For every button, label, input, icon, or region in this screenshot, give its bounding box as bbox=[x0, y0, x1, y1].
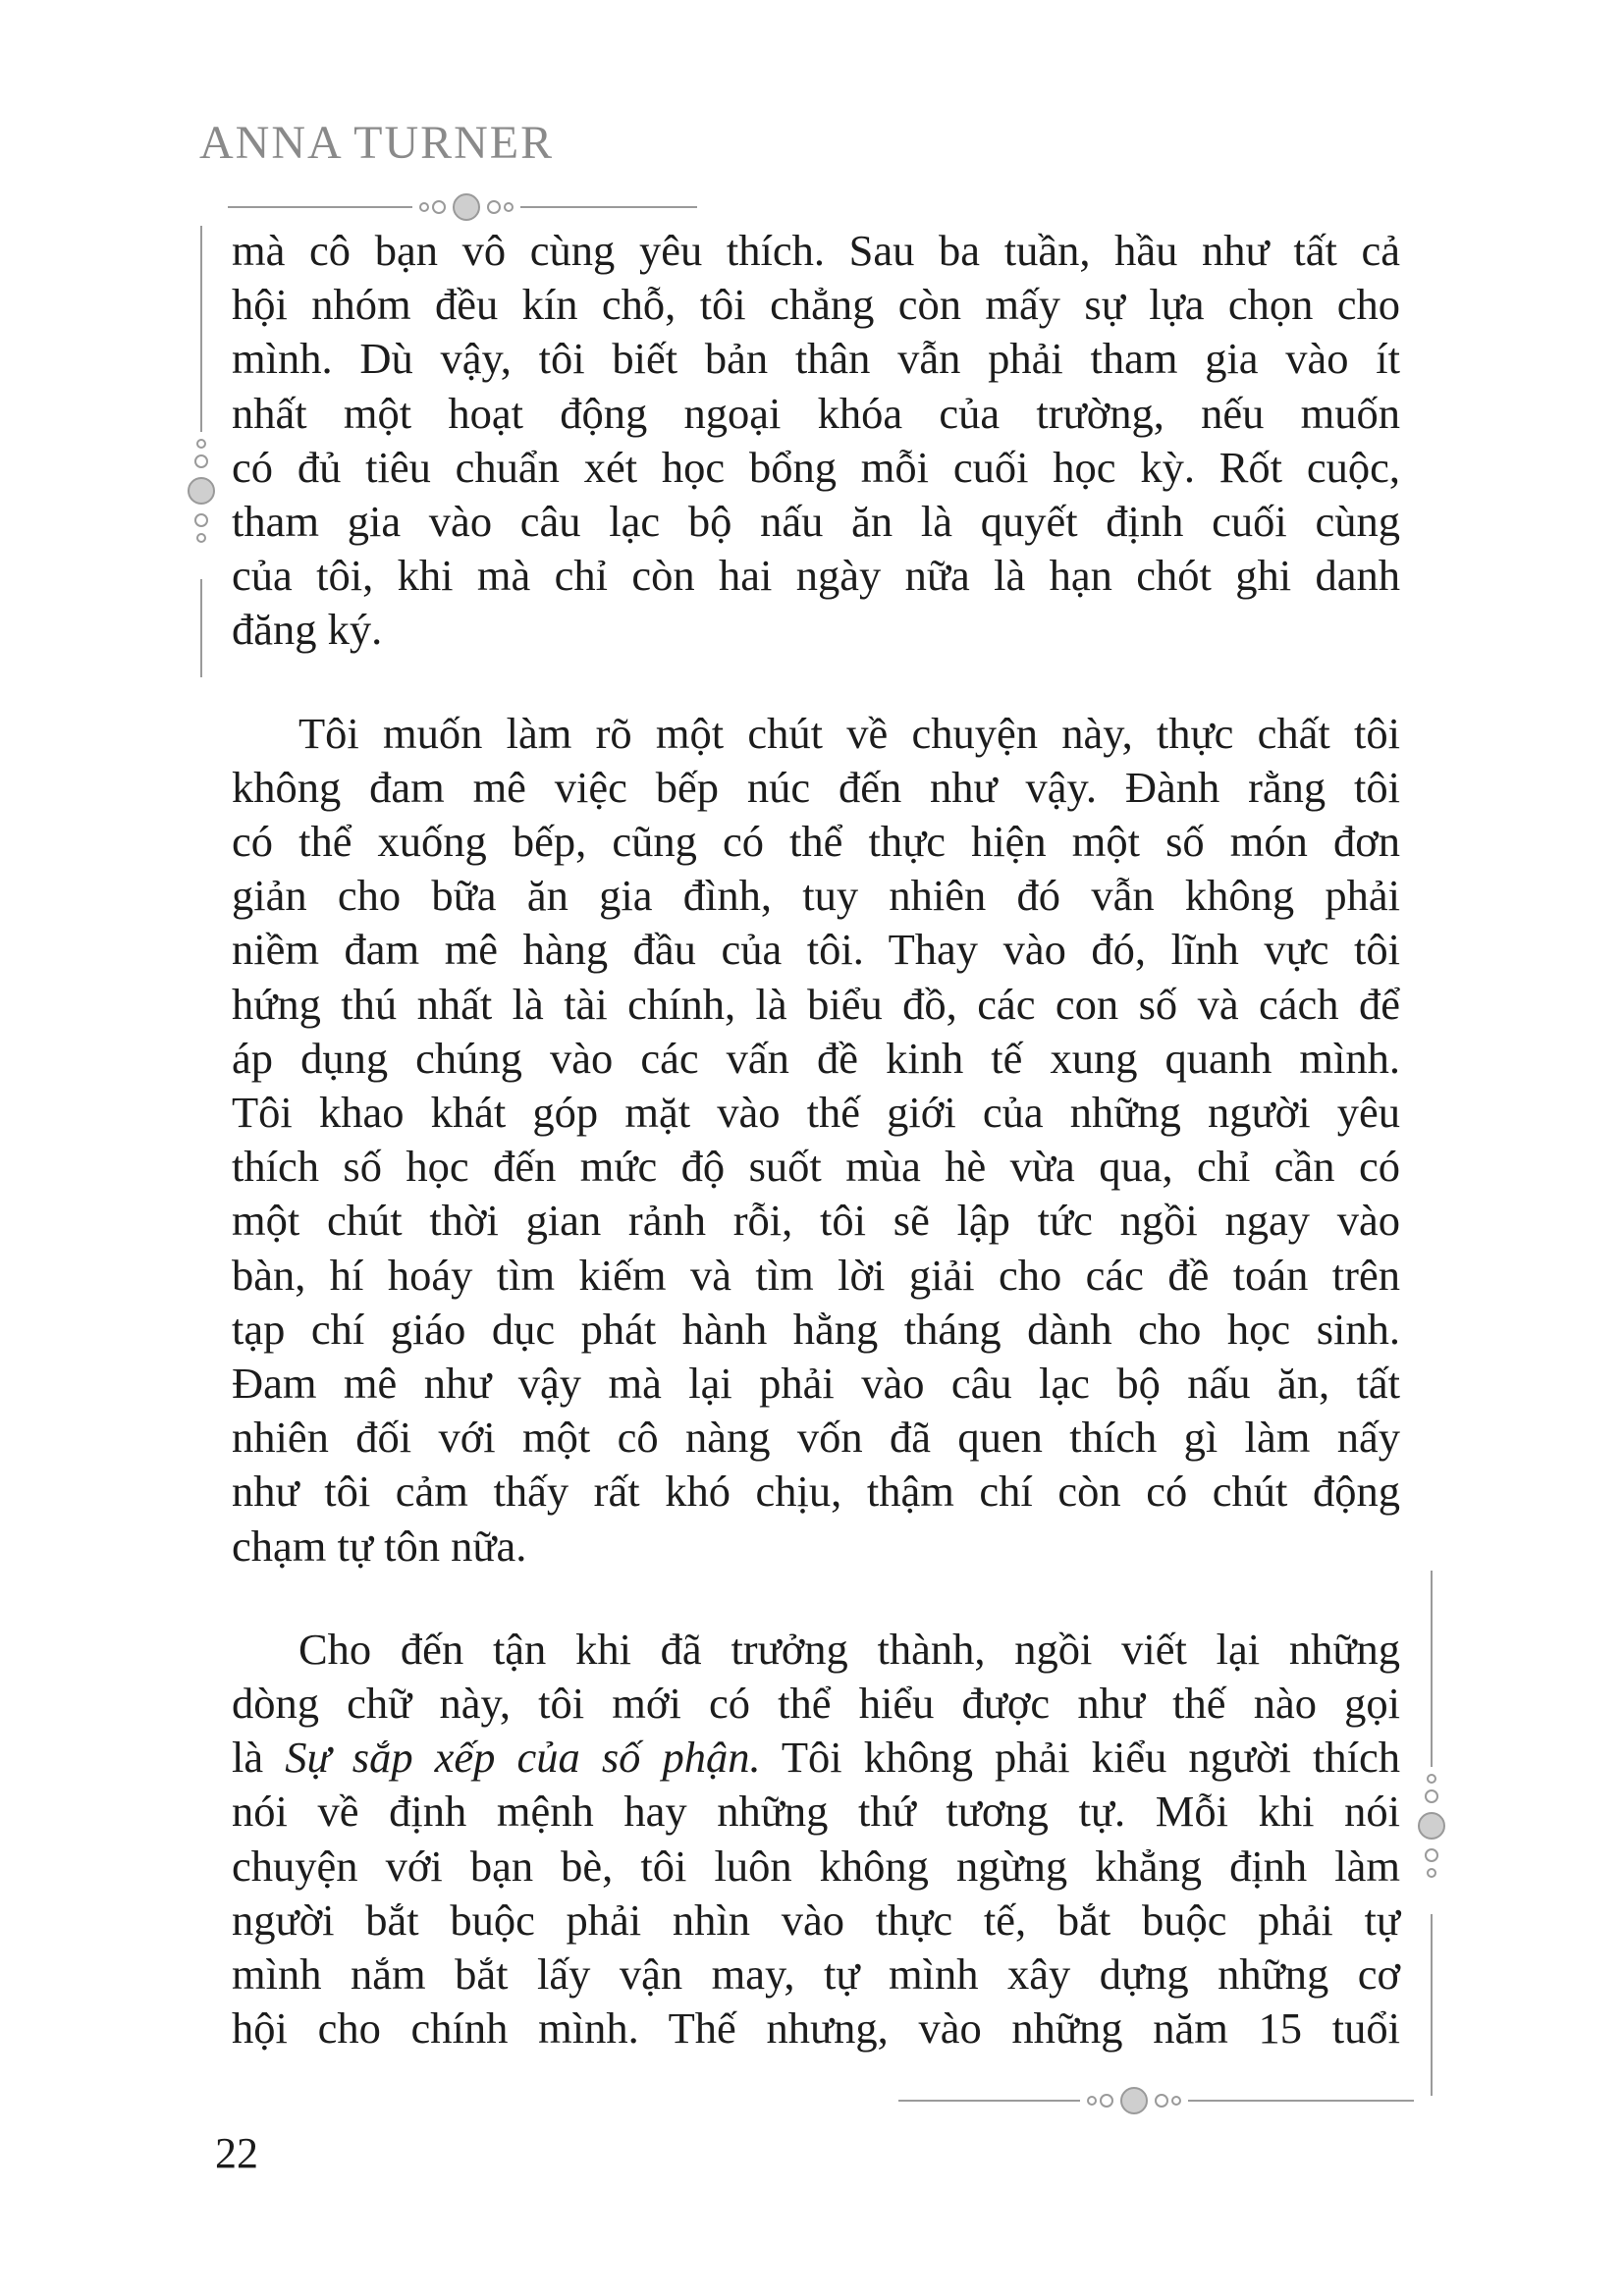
text-line: người bắt buộc phải nhìn vào thực tế, bắt buộc phải tự bbox=[232, 1895, 1400, 1945]
text-line: dòng chữ này, tôi mới có thể hiểu được như thế nào gọi bbox=[232, 1679, 1400, 1729]
text-line: hội cho chính mình. Thế nhưng, vào những năm 15 tuổi bbox=[232, 2003, 1400, 2054]
text-line: hứng thú nhất là tài chính, là biểu đồ, các con số và cách để bbox=[232, 979, 1400, 1029]
top-ornament-dot bbox=[505, 203, 513, 211]
text-line: nhất một hoạt động ngoại khóa của trường, nếu muốn bbox=[232, 388, 1400, 438]
right-ornament-dot bbox=[1426, 1790, 1437, 1802]
left-ornament-dot bbox=[195, 455, 207, 467]
text-line: Tôi khao khát góp mặt vào thế giới của những người yêu bbox=[232, 1088, 1400, 1138]
text-line: tạp chí giáo dục phát hành hằng tháng dành cho học sinh. bbox=[232, 1304, 1400, 1354]
text-line: chuyện với bạn bè, tôi luôn không ngừng khẳng định làm bbox=[232, 1841, 1400, 1891]
text-line: mà cô bạn vô cùng yêu thích. Sau ba tuần, hầu như tất cả bbox=[232, 226, 1400, 275]
running-header-author: ANNA TURNER bbox=[199, 117, 555, 169]
bottom-ornament-dot bbox=[1156, 2095, 1167, 2107]
top-ornament-center bbox=[454, 194, 479, 220]
text-fragment: là bbox=[232, 1733, 286, 1783]
text-line: bàn, hí hoáy tìm kiếm và tìm lời giải cho các đề toán trên bbox=[232, 1250, 1400, 1300]
text-line: giản cho bữa ăn gia đình, tuy nhiên đó vẫn không phải bbox=[232, 871, 1400, 921]
right-ornament-dot bbox=[1428, 1775, 1435, 1783]
text-line: của tôi, khi mà chỉ còn hai ngày nữa là hạn chót ghi danh bbox=[232, 551, 1400, 601]
text-line: mình. Dù vậy, tôi biết bản thân vẫn phải tham gia vào ít bbox=[232, 334, 1400, 384]
top-ornament-dot bbox=[433, 201, 445, 213]
left-ornament-dot bbox=[197, 534, 205, 542]
left-ornament-center bbox=[189, 478, 214, 504]
text-line: Tôi muốn làm rõ một chút về chuyện này, thực chất tôi bbox=[298, 708, 1400, 758]
paragraph-2 bbox=[232, 707, 1400, 1574]
text-line: không đam mê việc bếp núc đến như vậy. Đành rằng tôi bbox=[232, 762, 1400, 812]
text-line: như tôi cảm thấy rất khó chịu, thậm chí còn có chút động bbox=[232, 1467, 1400, 1517]
text-fragment: Tôi không phải kiểu người thích bbox=[760, 1733, 1400, 1783]
text-line: hội nhóm đều kín chỗ, tôi chẳng còn mấy sự lựa chọn cho bbox=[232, 280, 1400, 330]
text-line: thích số học đến mức độ suốt mùa hè vừa qua, chỉ cần có bbox=[232, 1142, 1400, 1192]
text-line: mình nắm bắt lấy vận may, tự mình xây dựng những cơ bbox=[232, 1949, 1400, 2000]
paragraph-1 bbox=[232, 224, 1400, 658]
text-line: có đủ tiêu chuẩn xét học bổng mỗi cuối học kỳ. Rốt cuộc, bbox=[232, 442, 1400, 492]
italic-phrase: Sự sắp xếp của số phận. bbox=[285, 1733, 761, 1783]
text-line: Cho đến tận khi đã trưởng thành, ngồi viết lại những bbox=[298, 1624, 1400, 1674]
bottom-ornament-center bbox=[1121, 2088, 1147, 2113]
bottom-ornament-dot bbox=[1101, 2095, 1112, 2107]
right-ornament-center bbox=[1419, 1813, 1444, 1839]
left-ornament-dot bbox=[195, 514, 207, 526]
top-ornament-dot bbox=[420, 203, 428, 211]
right-ornament-dot bbox=[1428, 1869, 1435, 1877]
bottom-ornament-dot bbox=[1172, 2097, 1180, 2105]
text-line: tham gia vào câu lạc bộ nấu ăn là quyết định cuối cùng bbox=[232, 497, 1400, 547]
body-text bbox=[232, 224, 1400, 2056]
bottom-ornament-dot bbox=[1088, 2097, 1096, 2105]
right-ornament-dot bbox=[1426, 1849, 1437, 1861]
left-ornament-dot bbox=[197, 440, 205, 448]
text-line: chạm tự tôn nữa. bbox=[232, 1521, 527, 1571]
text-line: Đam mê như vậy mà lại phải vào câu lạc bộ nấu ăn, tất bbox=[232, 1359, 1400, 1409]
text-line: áp dụng chúng vào các vấn đề kinh tế xung quanh mình. bbox=[232, 1033, 1400, 1083]
text-line: một chút thời gian rảnh rỗi, tôi sẽ lập tức ngồi ngay vào bbox=[232, 1196, 1400, 1246]
text-line: nhiên đối với một cô nàng vốn đã quen thích gì làm nấy bbox=[232, 1413, 1400, 1463]
text-line-with-italic bbox=[232, 1731, 1400, 1785]
text-line: có thể xuống bếp, cũng có thể thực hiện một số món đơn bbox=[232, 817, 1400, 867]
paragraph-3 bbox=[232, 1623, 1400, 2056]
text-line: niềm đam mê hàng đầu của tôi. Thay vào đó, lĩnh vực tôi bbox=[232, 925, 1400, 975]
top-ornament-dot bbox=[488, 201, 500, 213]
text-line: đăng ký. bbox=[232, 605, 383, 655]
page-number: 22 bbox=[215, 2129, 258, 2177]
text-line: nói về định mệnh hay những thứ tương tự. Mỗi khi nói bbox=[232, 1787, 1400, 1837]
